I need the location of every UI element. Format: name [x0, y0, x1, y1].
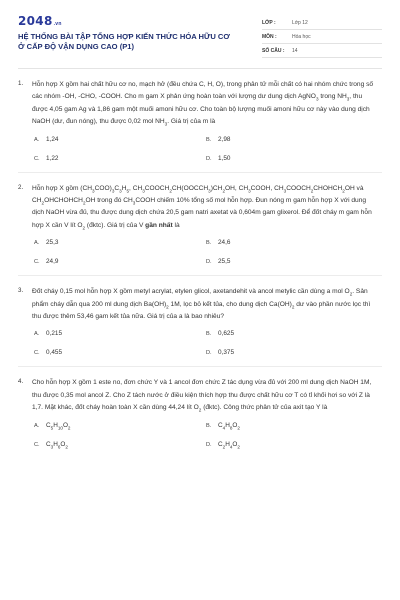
- choice-label: A.: [34, 331, 40, 338]
- choice-label: C.: [34, 350, 40, 357]
- choice-text: $C_3H_6O_2$: [46, 440, 68, 449]
- header-left: [18, 14, 248, 52]
- question-text: Hỗn hợp X gồm hai chất hữu cơ no, mạch hở (đều chứa C, H, O), trong phân tử mỗi chất có hai nhóm chức trong số các nhóm -OH, -CHO, -COOH. Cho m gam X phản ứng hoàn toàn với lượng dư dung dịch AgNO$_3$ trong $NH_3$, thu được 4,05 gam Ag và 1,86 gam một muối amoni hữu cơ. Cho toàn bộ lượng muối amoni hữu cơ này vào dung dịch NaOH (dư, đun nóng), thu được 0,02 mol $NH_3$. Giá trị của m là: [32, 81, 374, 127]
- meta-row-count: [262, 44, 382, 58]
- question-text: Hỗn hợp X gồm $(CH_3COO)_3C_3H_5$, $CH_3COOCH_2CH(OOCCH_3)CH_2OH$, $CH_3COOH$, $CH_3COOCH_2CHOHCH_2OH$ và $CH_2OHCHOHCH_2OH$ trong đó $CH_3COOH$ chiếm 10% tổng số mol hỗn hợp. Đun nóng m gam hỗn hợp X với dung dịch NaOH vừa đủ, thu được dung dịch chứa 20,5 gam natri axetat và 0,604m gam glixerol. Để đốt cháy m gam hỗn hợp X cần V lít $O_2$ (đktc). Giá trị của V gần nhất là: [32, 184, 372, 231]
- answer-choices: [32, 136, 378, 162]
- question-divider: [18, 172, 382, 173]
- choice-label: D.: [206, 441, 212, 448]
- choice-label: D.: [206, 155, 212, 162]
- meta-value: 14: [292, 47, 298, 54]
- choice-text: 1,22: [46, 154, 59, 162]
- answer-choice[interactable]: [34, 258, 206, 265]
- question-divider: [18, 366, 382, 367]
- choice-text: 0,215: [46, 330, 62, 338]
- document-header: [18, 14, 382, 58]
- answer-choices: [32, 330, 378, 356]
- question-text: Cho hỗn hợp X gồm 1 este no, đơn chức Y và 1 ancol đơn chức Z tác dụng vừa đủ với 200 ml dung dịch NaOH 1M, thu được 0,35 mol ancol Z. Cho Z tách nước ở điều kiện thích hợp thu được chất hữu cơ T có tỉ khối hơi so với Z là 1,7. Mặt khác, đốt cháy hoàn toàn X cần dùng 44,24 lít $O_2$ (đktc). Công thức phân tử của axit tạo Y là: [32, 379, 372, 413]
- logo-number: 2048: [18, 14, 53, 28]
- question-item: [18, 79, 382, 173]
- question-body: [32, 377, 382, 447]
- question-item: [18, 286, 382, 367]
- choice-label: A.: [34, 136, 40, 143]
- meta-value: Hóa học: [292, 33, 311, 40]
- answer-choice[interactable]: [206, 155, 378, 162]
- question-row: [18, 377, 382, 447]
- question-number: 4.: [18, 378, 24, 386]
- choice-text: $C_2H_4O_2$: [218, 440, 240, 449]
- logo-suffix: .vn: [53, 21, 62, 27]
- answer-choice[interactable]: [34, 239, 206, 246]
- choice-text: 0,625: [218, 330, 234, 338]
- choice-label: C.: [34, 259, 40, 266]
- question-row: [18, 183, 382, 266]
- choice-label: B.: [206, 331, 212, 338]
- question-divider: [18, 275, 382, 276]
- choice-text: 1,24: [46, 135, 59, 143]
- answer-choice[interactable]: [206, 136, 378, 143]
- answer-choices: [32, 239, 378, 265]
- meta-row-grade: [262, 16, 382, 30]
- meta-value: Lớp 12: [292, 19, 308, 26]
- document-title: [18, 32, 248, 52]
- question-item: [18, 377, 382, 447]
- choice-label: A.: [34, 240, 40, 247]
- choice-text: 24,9: [46, 258, 59, 266]
- question-body: [32, 183, 382, 266]
- answer-choice[interactable]: [206, 422, 378, 429]
- meta-row-subject: [262, 30, 382, 44]
- title-line-1: HỆ THỐNG BÀI TẬP TỔNG HỢP KIẾN THỨC HÓA HỮU CƠ: [18, 32, 230, 41]
- choice-label: C.: [34, 155, 40, 162]
- choice-text: 2,98: [218, 135, 231, 143]
- choice-label: D.: [206, 259, 212, 266]
- meta-key: SỐ CÂU :: [262, 47, 285, 54]
- choice-label: B.: [206, 422, 212, 429]
- header-divider: [18, 68, 382, 69]
- answer-choice[interactable]: [34, 441, 206, 448]
- choice-text: $C_5H_{10}O_2$: [46, 421, 71, 430]
- answer-choice[interactable]: [34, 330, 206, 337]
- answer-choices: [32, 422, 378, 448]
- question-row: [18, 286, 382, 356]
- answer-choice[interactable]: [206, 330, 378, 337]
- choice-text: 0,375: [218, 349, 234, 357]
- answer-choice[interactable]: [34, 155, 206, 162]
- choice-text: $C_4H_8O_2$: [218, 421, 240, 430]
- title-line-2: Ở CẤP ĐỘ VẬN DỤNG CAO (P1): [18, 42, 135, 51]
- choice-text: 1,50: [218, 154, 231, 162]
- choice-label: A.: [34, 422, 40, 429]
- choice-text: 25,3: [46, 239, 59, 247]
- site-logo[interactable]: [18, 14, 248, 28]
- answer-choice[interactable]: [34, 422, 206, 429]
- answer-choice[interactable]: [34, 349, 206, 356]
- question-body: [32, 286, 382, 356]
- choice-label: D.: [206, 350, 212, 357]
- question-number: 3.: [18, 287, 24, 295]
- answer-choice[interactable]: [34, 136, 206, 143]
- question-body: [32, 79, 382, 162]
- answer-choice[interactable]: [206, 239, 378, 246]
- question-text: Đốt cháy 0,15 mol hỗn hợp X gồm metyl acrylat, etylen glicol, axetandehit và ancol metylic cần dùng a mol $O_2$. Sản phẩm cháy dẫn qua 200 ml dung dịch $Ba(OH)_2$ 1M, lọc bỏ kết tủa, cho dung dịch $Ca(OH)_2$ dư vào phần nước lọc thì thu được thêm 53,46 gam kết tủa nữa. Giá trị của a là bao nhiêu?: [32, 288, 371, 321]
- question-row: [18, 79, 382, 162]
- question-item: [18, 183, 382, 277]
- choice-text: 0,455: [46, 349, 62, 357]
- document-meta: [262, 16, 382, 58]
- question-number: 2.: [18, 183, 24, 191]
- choice-text: 24,6: [218, 239, 231, 247]
- answer-choice[interactable]: [206, 349, 378, 356]
- answer-choice[interactable]: [206, 258, 378, 265]
- choice-text: 25,5: [218, 258, 231, 266]
- question-number: 1.: [18, 80, 24, 87]
- meta-key: MÔN :: [262, 33, 277, 40]
- question-list: [18, 79, 382, 448]
- meta-key: LỚP :: [262, 19, 276, 26]
- choice-label: C.: [34, 441, 40, 448]
- choice-label: B.: [206, 240, 212, 247]
- choice-label: B.: [206, 136, 212, 143]
- answer-choice[interactable]: [206, 441, 378, 448]
